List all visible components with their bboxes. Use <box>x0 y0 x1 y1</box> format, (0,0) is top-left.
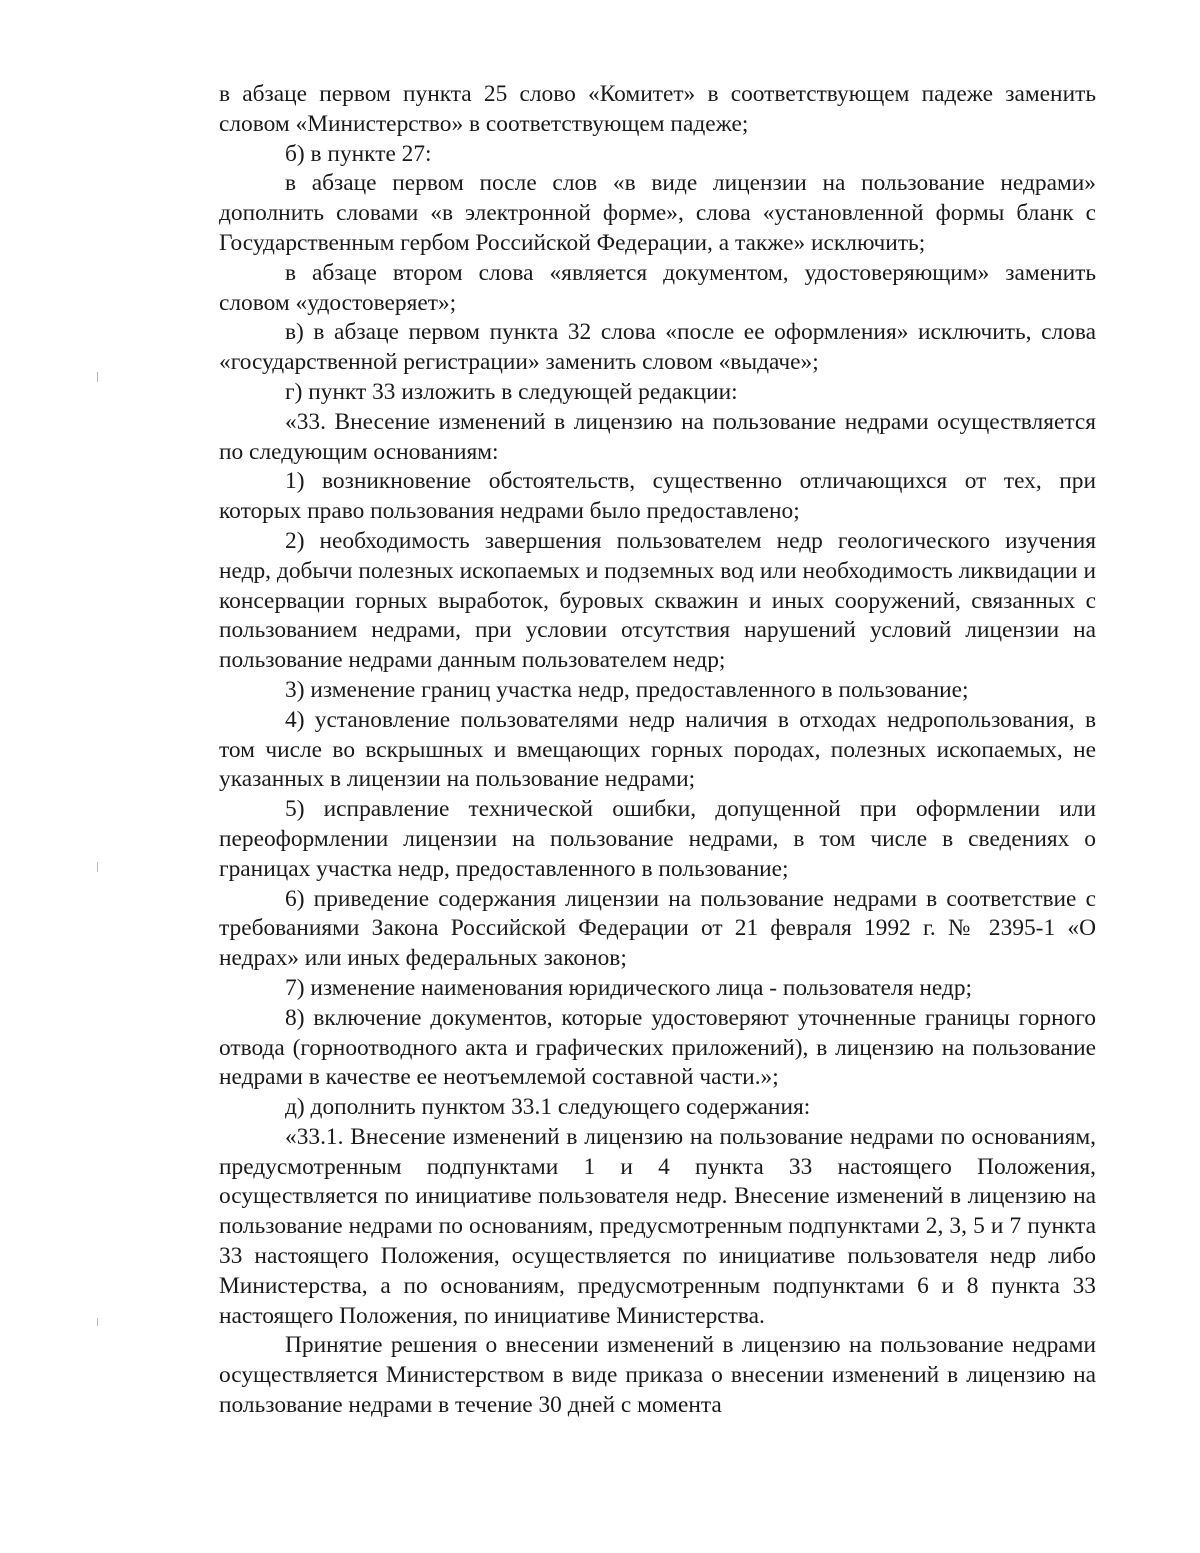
paragraph: в) в абзаце первом пункта 32 слова «после ее оформления» исключить, слова «государственной регистрации» заменить словом «выдаче»; <box>219 319 1096 376</box>
paragraph: 5) исправление технической ошибки, допущенной при оформлении или переоформлении лицензии на пользование недрами, в том числе в сведениях о границах участка недр, предоставленного в пользование; <box>219 796 1096 882</box>
scan-mark <box>97 1318 98 1326</box>
paragraph: 3) изменение границ участка недр, предоставленного в пользование; <box>285 676 969 703</box>
paragraph: г) пункт 33 изложить в следующей редакции: <box>285 378 738 405</box>
scan-mark <box>97 862 98 872</box>
document-body <box>219 80 1096 1421</box>
paragraph: 2) необходимость завершения пользователем недр геологического изучения недр, добычи полезных ископаемых и подземных вод или необходимость ликвидации и консервации горных выработок, буровых скважин и иных сооружений, связанных с пользованием недрами, при условии отсутствия нарушений условий лицензии на пользование недрами данным пользователем недр; <box>219 527 1096 674</box>
paragraph: «33. Внесение изменений в лицензию на пользование недрами осуществляется по следующим основаниям: <box>219 408 1096 465</box>
paragraph: 1) возникновение обстоятельств, существенно отличающихся от тех, при которых право пользования недрами было предоставлено; <box>219 468 1096 525</box>
paragraph: б) в пункте 27: <box>285 140 432 167</box>
paragraph: д) дополнить пунктом 33.1 следующего содержания: <box>285 1094 811 1121</box>
paragraph: 4) установление пользователями недр наличия в отходах недропользования, в том числе во вскрышных и вмещающих горных породах, полезных ископаемых, не указанных в лицензии на пользование недрами; <box>219 706 1096 793</box>
paragraph: 8) включение документов, которые удостоверяют уточненные границы горного отвода (горноотводного акта и графических приложений), в лицензию на пользование недрами в качестве ее неотъемлемой составной части.»; <box>219 1004 1096 1091</box>
paragraph: Принятие решения о внесении изменений в лицензию на пользование недрами осуществляется Министерством в виде приказа о внесении изменений в лицензию на пользование недрами в течение 30 дней с момента <box>219 1332 1096 1419</box>
paragraph: 7) изменение наименования юридического лица - пользователя недр; <box>285 974 973 1001</box>
paragraph: в абзаце втором слова «является документом, удостоверяющим» заменить словом «удостоверяет»; <box>219 259 1096 316</box>
paragraph: в абзаце первом пункта 25 слово «Комитет» в соответствующем падеже заменить словом «Министерство» в соответствующем падеже; <box>219 81 1096 137</box>
paragraph: 6) приведение содержания лицензии на пользование недрами в соответствие с требованиями Закона Российской Федерации от 21 февраля 1992 г. № 2395-1 «О недрах» или иных федеральных законов; <box>219 885 1096 972</box>
paragraph: «33.1. Внесение изменений в лицензию на пользование недрами по основаниям, предусмотренным подпунктами 1 и 4 пункта 33 настоящего Положения, осуществляется по инициативе пользователя недр. Внесение изменений в лицензию на пользование недрами по основаниям, предусмотренным подпунктами 2, 3, 5 и 7 пункта 33 настоящего Положения, осуществляется по инициативе пользователя недр либо Министерства, а по основаниям, предусмотренным подпунктами 6 и 8 пункта 33 настоящего Положения, по инициативе Министерства. <box>219 1123 1096 1329</box>
paragraph: в абзаце первом после слов «в виде лицензии на пользование недрами» дополнить словами «в электронной форме», слова «установленной формы бланк с Государственным гербом Российской Федерации, а также» исключить; <box>219 170 1096 256</box>
scan-mark <box>97 372 98 382</box>
